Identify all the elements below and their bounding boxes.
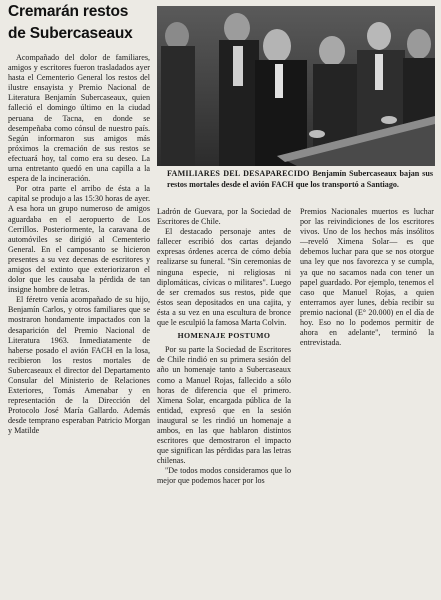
paragraph: Premios Nacionales muertos es luchar por las reivindiciones de los escritores vivos. Uno de los hechos más insólitos —reveló Ximena Solar— es que debemos luchar para que se nos otorgue una ley que nos favorezca y se cumpla, ya que no sacamos nada con tener un papel guardado. Por ejemplo, tenemos el caso que Manuel Rojas, a quien enterramos ayer lunes, debía recibir su premio nacional (E° 20.000) en el día de hoy. Eso no lo podemos permitir de ahora en adelante", terminó la entrevistada. [300,207,434,348]
headline-line-1: Cremarán restos [8,3,129,20]
paragraph: "De todos modos consideramos que lo mejor que podemos hacer por los [157,466,291,486]
section-subhead: HOMENAJE POSTUMO [177,331,271,341]
paragraph: Por su parte la Sociedad de Escritores de Chile rindió en su primera sesión del año un homenaje tanto a Subercaseaux como a Manuel Rojas, fallecido a sólo horas de diferencia que el primero. Ximena Solar, encargada pública de la entidad, expresó que en la sesión inaugural se les rindió un homenaje a ambos, en las que hablaron distintos escritores que demostraron el impacto que significan las pérdidas para las letras chilenas. [157,345,291,466]
article-column-2 [157,207,291,487]
photo-caption [167,169,433,190]
headline [8,1,150,45]
paragraph: El destacado personaje antes de fallecer escribió dos cartas dejando expresas órdenes acerca de cómo debía realizarse su funeral. "Sin ceremonias de ninguna especie, ni religiosas ni diplomáticas, cívicas o militares". Luego de ser cremados sus restos, pide que éstos sean depositados en una cajita, y ésta a su vez en una escultura de bronce que le esculpió la famosa Marta Colvin. [157,227,291,328]
article-column-1 [8,53,150,437]
paragraph: Ladrón de Guevara, por la Sociedad de Escritores de Chile. [157,207,291,227]
headline-line-2: de Subercaseaux [8,25,133,42]
article-column-3 [300,207,434,348]
paragraph: Acompañado del dolor de familiares, amigos y escritores fueron trasladados ayer hasta el Cementerio General los restos del ilustre ensayista y Premio Nacional de Literatura Benjamín Subercaseaux, quien falleció el domingo último en la ciudad peruana de Tacna, en donde se desempeñaba como cónsul de nuestro país. Según informaron sus amigos más próximos la cremación de sus restos se efectuará hoy, tal como era su deseo. La urna entretanto quedó en una capilla a la espera de la incineración. [8,53,150,184]
paragraph: El féretro venía acompañado de su hijo, Benjamín Carlos, y otros familiares que se mostraron hondamente impactados con la desaparición del Premio Nacional de Literatura 1963. Inmediatamente de haberse posado el avión FACH en la losa, recibieron los restos mortales de Subercaseaux el director del Departamento Consular del Ministerio de Relaciones Exteriores, Tomás Amenabar y en representación de la Dirección del Protocolo José María Gallardo. Además desde temprano esperaban Patricio Morgan y Matilde [8,295,150,436]
caption-text: Benjamín Subercaseaux bajan sus restos mortales desde el avión FACH que los transportó a Santiago. [167,169,433,189]
caption-lead: FAMILIARES DEL DESAPARECIDO [167,169,310,178]
news-photo [157,6,435,166]
paragraph: Por otra parte el arribo de ésta a la capital se produjo a las 15:30 horas de ayer. A esa hora un grupo numeroso de amigos aguardaba en el aeropuerto de Los Cerrillos. Posteriormente, la caravana de automóviles se dirigió al Cementerio General. En el camposanto se hicieron presentes a su vez decenas de escritores y amigos del extinto que exteriorizaron el dolor que les causaba la pérdida de tan insigne hombre de letras. [8,184,150,295]
